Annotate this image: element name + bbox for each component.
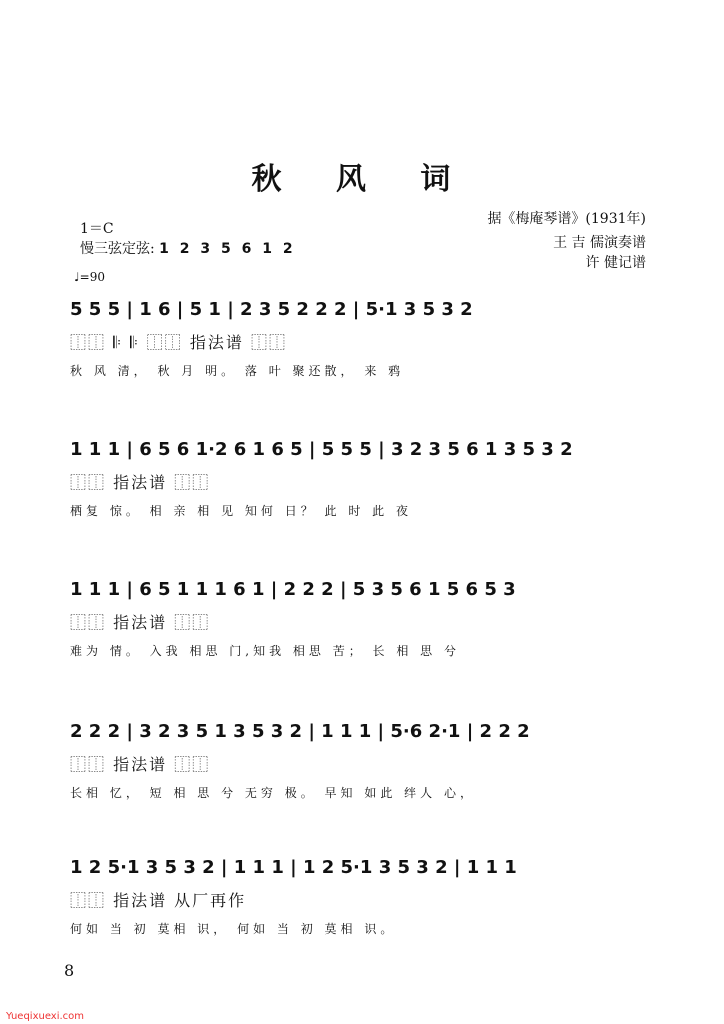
watermark: Yueqixuexi.com xyxy=(6,1011,85,1022)
tuning xyxy=(80,238,296,258)
performer-credit: 王 吉 儒演奏谱 xyxy=(553,235,646,251)
source-credit: 据《梅庵琴谱》(1931年) xyxy=(487,211,646,227)
lyrics-line: 长相 忆， 短 相 思 兮 无穷 极。 早知 如此 绊人 心， xyxy=(70,786,476,800)
tuning-label: 慢三弦定弦: xyxy=(80,241,155,257)
guqin-tablature: ⿰⿰ 指法谱 ⿰⿰ xyxy=(70,754,211,774)
staff-system-5 xyxy=(70,840,660,960)
lyrics-line: 秋 风 清， 秋 月 明。 落 叶 聚还散， 来 鸦 xyxy=(70,364,405,378)
transcriber-credit: 许 健记谱 xyxy=(585,255,646,271)
page-number: 8 xyxy=(64,961,75,980)
jianpu-notes: 2 2 2 | 3 2 3 5 1 3 5 3 2 | 1 1 1 | 5·6 2·1 | 2 2 2 xyxy=(70,721,530,742)
staff-system-3 xyxy=(70,562,660,682)
guqin-tablature: ⿰⿰ 指法谱 ⿰⿰ xyxy=(70,612,211,632)
guqin-tablature: ⿰⿰ 𝄆 𝄆 ⿰⿰ 指法谱 ⿰⿰ xyxy=(70,332,287,352)
lyrics-line: 何如 当 初 莫相 识， 何如 当 初 莫相 识。 xyxy=(70,922,397,936)
jianpu-notes: 1 1 1 | 6 5 1 1 1 6 1 | 2 2 2 | 5 3 5 6 1 5 6 5 3 xyxy=(70,579,516,600)
jianpu-notes: 5 5 5 | 1 6 | 5 1 | 2 3 5 2 2 2 | 5·1 3 5 3 2 xyxy=(70,299,473,320)
jianpu-notes: 1 2 5·1 3 5 3 2 | 1 1 1 | 1 2 5·1 3 5 3 2 | 1 1 1 xyxy=(70,857,517,878)
tuning-notes: 1 2 3 5 6 1 2 xyxy=(159,241,296,257)
key-signature: 1＝C xyxy=(80,221,114,237)
tempo-marking: ♩=90 xyxy=(74,270,105,284)
jianpu-notes: 1 1 1 | 6 5 6 1·2 6 1 6 5 | 5 5 5 | 3 2 3 5 6 1 3 5 3 2 xyxy=(70,439,573,460)
guqin-tablature: ⿰⿰ 指法谱 从厂再作 xyxy=(70,890,247,910)
page-title: 秋 风 词 xyxy=(251,162,473,197)
lyrics-line: 难为 情。 入我 相思 门,知我 相思 苦； 长 相 思 兮 xyxy=(70,644,460,658)
staff-system-1 xyxy=(70,282,660,402)
lyrics-line: 栖复 惊。 相 亲 相 见 知何 日？ 此 时 此 夜 xyxy=(70,504,412,518)
staff-system-2 xyxy=(70,422,660,542)
guqin-tablature: ⿰⿰ 指法谱 ⿰⿰ xyxy=(70,472,211,492)
staff-system-4 xyxy=(70,704,660,824)
